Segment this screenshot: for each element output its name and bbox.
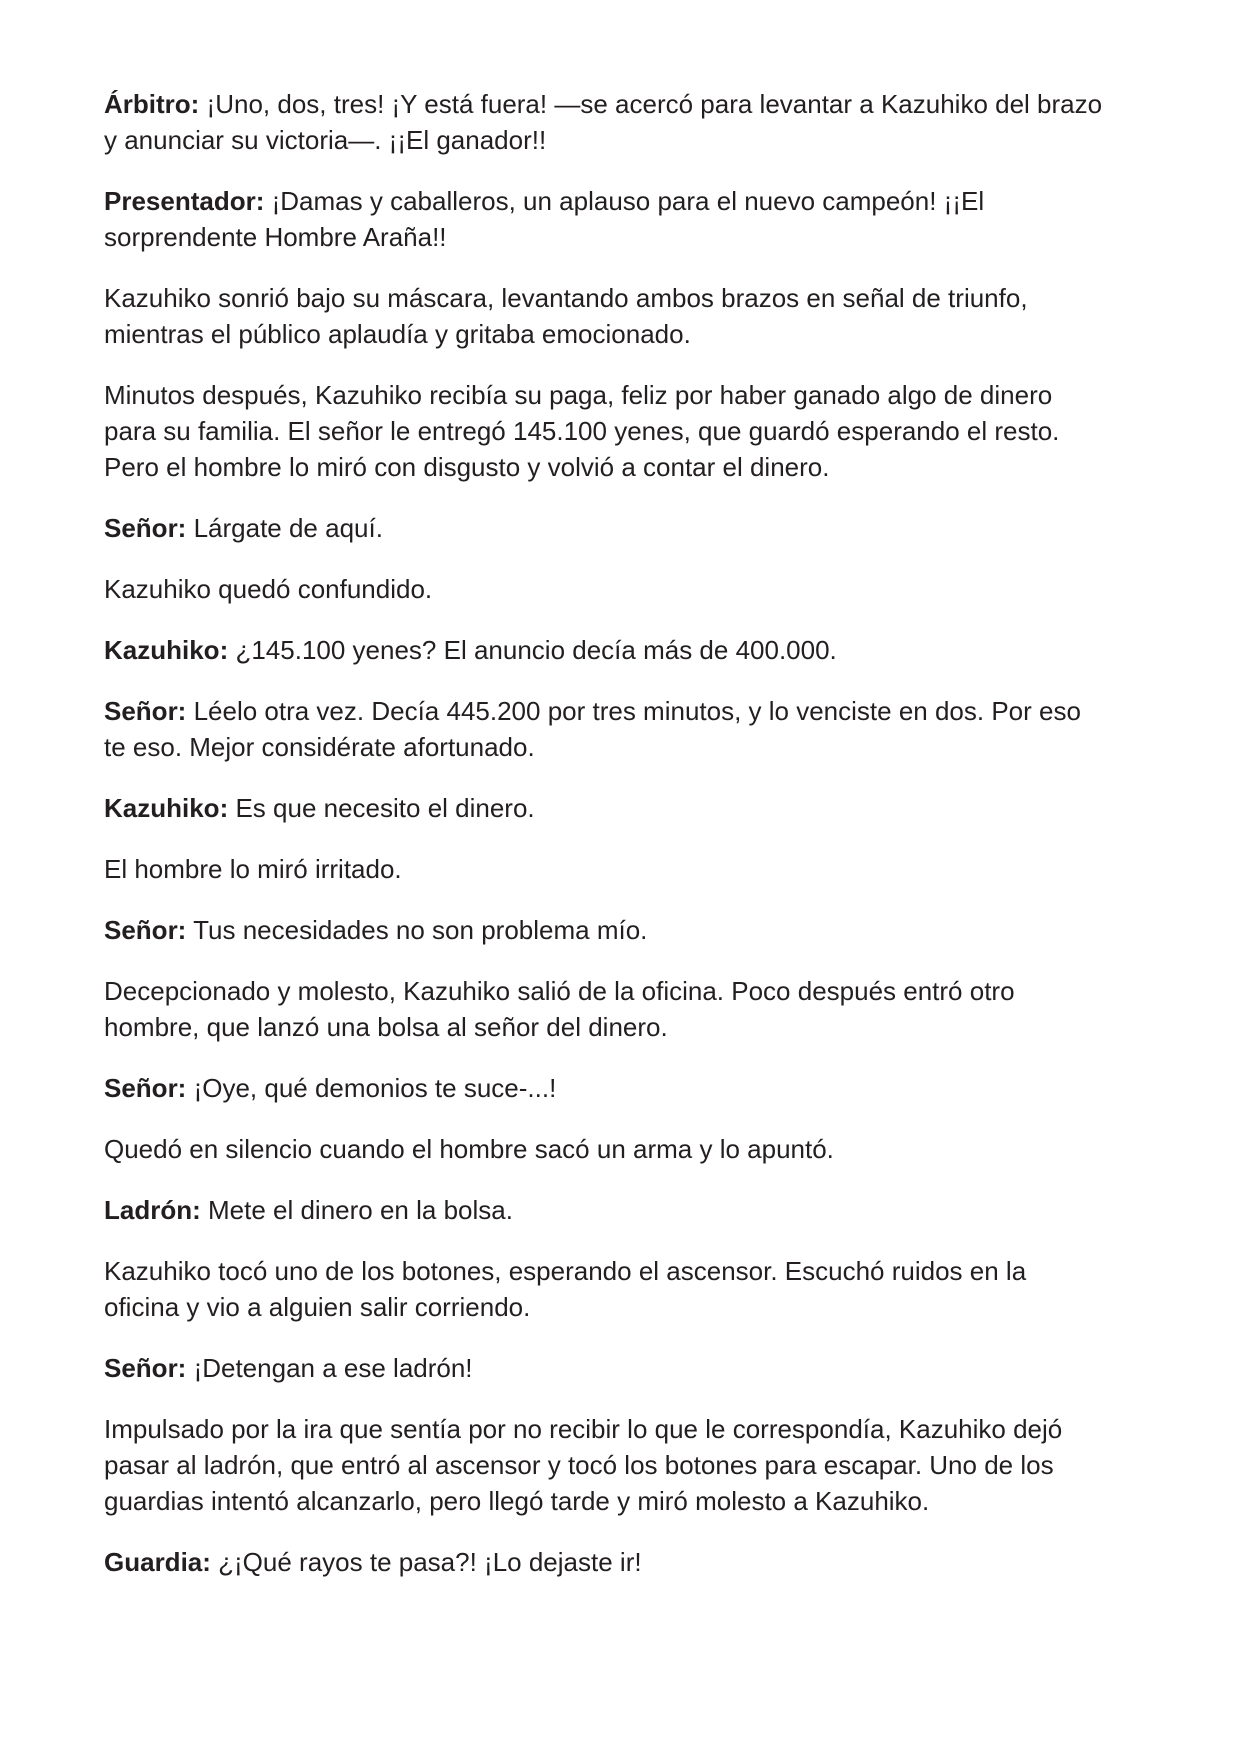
dialogue-text: ¿145.100 yenes? El anuncio decía más de 400.000. xyxy=(228,635,837,665)
paragraph-13 xyxy=(104,1070,1104,1106)
speaker-label: Señor: xyxy=(104,513,187,543)
paragraph-11 xyxy=(104,912,1104,948)
dialogue-text: Tus necesidades no son problema mío. xyxy=(186,915,648,945)
paragraph-1 xyxy=(104,86,1104,158)
dialogue-text: ¡Damas y caballeros, un aplauso para el nuevo campeón! ¡¡El sorprendente Hombre Araña!! xyxy=(104,186,985,252)
paragraph-14 xyxy=(104,1131,1104,1167)
narration-text: El hombre lo miró irritado. xyxy=(104,854,402,884)
paragraph-17 xyxy=(104,1350,1104,1386)
narration-text: Minutos después, Kazuhiko recibía su paga, feliz por haber ganado algo de dinero para su familia. El señor le entregó 145.100 yenes, que guardó esperando el resto. Pero el hombre lo miró con disgusto y volvió a contar el dinero. xyxy=(104,380,1060,482)
speaker-label: Kazuhiko: xyxy=(104,793,229,823)
dialogue-text: ¡Uno, dos, tres! ¡Y está fuera! —se acercó para levantar a Kazuhiko del brazo y anunciar su victoria—. ¡¡El ganador!! xyxy=(104,89,1103,155)
paragraph-16 xyxy=(104,1253,1104,1325)
paragraph-7 xyxy=(104,632,1104,668)
paragraph-12 xyxy=(104,973,1104,1045)
paragraph-3 xyxy=(104,280,1104,352)
narration-text: Kazuhiko tocó uno de los botones, esperando el ascensor. Escuchó ruidos en la oficina y vio a alguien salir corriendo. xyxy=(104,1256,1027,1322)
narration-text: Kazuhiko sonrió bajo su máscara, levantando ambos brazos en señal de triunfo, mientras el público aplaudía y gritaba emocionado. xyxy=(104,283,1028,349)
speaker-label: Árbitro: xyxy=(104,89,200,119)
speaker-label: Ladrón: xyxy=(104,1195,201,1225)
narration-text: Impulsado por la ira que sentía por no recibir lo que le correspondía, Kazuhiko dejó pasar al ladrón, que entró al ascensor y tocó los botones para escapar. Uno de los guardias intentó alcanzarlo, pero llegó tarde y miró molesto a Kazuhiko. xyxy=(104,1414,1063,1516)
dialogue-text: ¡Detengan a ese ladrón! xyxy=(186,1353,473,1383)
speaker-label: Kazuhiko: xyxy=(104,635,229,665)
dialogue-text: Es que necesito el dinero. xyxy=(228,793,535,823)
narration-text: Kazuhiko quedó confundido. xyxy=(104,574,433,604)
paragraph-10 xyxy=(104,851,1104,887)
dialogue-text: ¡Oye, qué demonios te suce-...! xyxy=(186,1073,557,1103)
paragraph-5 xyxy=(104,510,1104,546)
dialogue-text: ¿¡Qué rayos te pasa?! ¡Lo dejaste ir! xyxy=(210,1547,642,1577)
paragraph-2 xyxy=(104,183,1104,255)
paragraph-18 xyxy=(104,1411,1104,1519)
speaker-label: Señor: xyxy=(104,696,187,726)
speaker-label: Señor: xyxy=(104,1353,187,1383)
dialogue-text: Lárgate de aquí. xyxy=(186,513,383,543)
paragraph-15 xyxy=(104,1192,1104,1228)
narration-text: Decepcionado y molesto, Kazuhiko salió de la oficina. Poco después entró otro hombre, que lanzó una bolsa al señor del dinero. xyxy=(104,976,1015,1042)
paragraph-8 xyxy=(104,693,1104,765)
dialogue-text: Léelo otra vez. Decía 445.200 por tres minutos, y lo venciste en dos. Por eso te eso. Mejor considérate afortunado. xyxy=(104,696,1081,762)
speaker-label: Presentador: xyxy=(104,186,265,216)
paragraph-9 xyxy=(104,790,1104,826)
document-body xyxy=(104,86,1104,1605)
dialogue-text: Mete el dinero en la bolsa. xyxy=(200,1195,513,1225)
paragraph-6 xyxy=(104,571,1104,607)
paragraph-4 xyxy=(104,377,1104,485)
speaker-label: Guardia: xyxy=(104,1547,211,1577)
paragraph-19 xyxy=(104,1544,1104,1580)
speaker-label: Señor: xyxy=(104,1073,187,1103)
speaker-label: Señor: xyxy=(104,915,187,945)
narration-text: Quedó en silencio cuando el hombre sacó un arma y lo apuntó. xyxy=(104,1134,834,1164)
